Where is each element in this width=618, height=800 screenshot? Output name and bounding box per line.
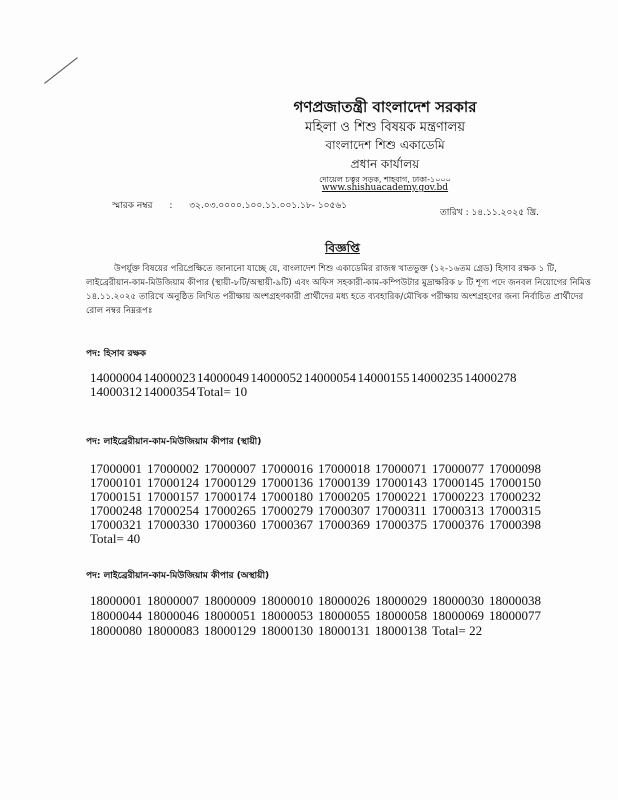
roll-number: 17000077 (432, 461, 484, 476)
total-count: Total= 10 (197, 384, 248, 399)
roll-number: 14000052 (250, 370, 303, 385)
roll-number: 18000077 (489, 608, 541, 623)
roll-number: 18000129 (204, 623, 256, 638)
roll-number: 18000051 (204, 608, 256, 623)
roll-number: 17000002 (147, 461, 199, 476)
memo-value: ৩২.০৩.০০০০.১০০.১১.০০১.১৮- ১০৫৬১ (189, 201, 348, 211)
roll-number: 18000001 (90, 593, 142, 608)
roll-number: 14000023 (143, 370, 196, 385)
roll-number: 18000055 (318, 608, 370, 623)
total-count: Total= 22 (432, 623, 483, 638)
roll-number: 17000016 (261, 461, 313, 476)
roll-number: 17000321 (90, 517, 142, 532)
roll-number: 14000278 (464, 370, 517, 385)
roll-number: 17000232 (489, 489, 541, 504)
roll-number: 17000007 (204, 461, 256, 476)
roll-number: 17000139 (318, 475, 370, 490)
address: দোয়েল চত্বর সড়ক, শাহবাগ, ঢাকা-১০০০ (319, 175, 451, 184)
roll-number: 18000058 (375, 608, 427, 623)
roll-number: 17000248 (90, 503, 142, 518)
roll-number: 18000083 (147, 623, 199, 638)
roll-number: 14000155 (357, 370, 410, 385)
roll-number: 17000145 (432, 475, 484, 490)
roll-number: 18000069 (432, 608, 484, 623)
roll-number: 17000398 (489, 517, 541, 532)
roll-number: 17000001 (90, 461, 142, 476)
roll-number: 18000007 (147, 593, 199, 608)
roll-number: 17000375 (375, 517, 427, 532)
memo-label: স্মারক নম্বর (112, 201, 153, 211)
roll-number: 14000354 (143, 384, 196, 399)
roll-list (90, 593, 546, 638)
roll-number: 17000265 (204, 503, 256, 518)
government-title: গণপ্রজাতন্ত্রী বাংলাদেশ সরকার (293, 98, 477, 116)
roll-number: 18000046 (147, 608, 199, 623)
roll-number: 17000157 (147, 489, 199, 504)
roll-number: 18000080 (90, 623, 142, 638)
roll-number: 17000151 (90, 489, 142, 504)
roll-number: 14000312 (90, 384, 142, 399)
roll-number: 17000313 (432, 503, 484, 518)
notice-title: বিজ্ঞপ্তি (325, 241, 360, 255)
roll-number: 17000150 (489, 475, 541, 490)
roll-number: 18000030 (432, 593, 484, 608)
roll-number: 17000071 (375, 461, 427, 476)
roll-number: 18000029 (375, 593, 427, 608)
memo-sep: : (169, 201, 173, 211)
roll-number: 18000026 (318, 593, 370, 608)
organization-name: বাংলাদেশ শিশু একাডেমি (325, 138, 445, 152)
roll-number: 17000205 (318, 489, 370, 504)
roll-number: 18000131 (318, 623, 370, 638)
office-name: প্রধান কার্যালয় (350, 157, 420, 171)
roll-number: 14000235 (411, 370, 463, 385)
roll-number: 17000367 (261, 517, 313, 532)
roll-number: 17000143 (375, 475, 427, 490)
roll-number: 17000311 (375, 503, 427, 518)
roll-number: 17000223 (432, 489, 484, 504)
memo-number (112, 198, 361, 213)
roll-number: 17000124 (147, 475, 199, 490)
section-label: পদ: লাইব্রেরীয়ান-কাম-মিউজিয়াম কীপার (অস্থায়ী) (86, 571, 270, 581)
roll-number: 17000098 (489, 461, 541, 476)
roll-number: 18000009 (204, 593, 256, 608)
roll-list (90, 371, 518, 399)
roll-number: 17000307 (318, 503, 370, 518)
roll-number: 17000221 (375, 489, 427, 504)
roll-number: 17000180 (261, 489, 313, 504)
roll-number: 17000101 (90, 475, 142, 490)
roll-number: 17000360 (204, 517, 256, 532)
roll-number: 17000174 (204, 489, 256, 504)
notice-body: উপর্যুক্ত বিষয়ের পরিপ্রেক্ষিতে জানানো যাচ্ছে যে, বাংলাদেশ শিশু একাডেমির রাজস্ব খাতভুক্ত (১২-১৬তম গ্রেড) হিসাব রক্ষক ১ টি, লাইব্রেরীয়ান-কাম-মিউজিয়াম কীপার (স্থায়ী-৮টি/অস্থায়ী-৯টি) এবং অফিস সহকারী-কাম-কম্পিউটার মুদ্রাক্ষরিক ৮ টি শূণ্য পদে জনবল নিয়োগের নিমিত্ত ১৪.১১.২০২৫ তারিখে অনুষ্ঠিত লিখিত পরীক্ষায় অংশগ্রহণকারী প্রার্থীদের মধ্য হতে ব্যবহারিক/মৌখিক পরীক্ষায় অংশগ্রহণের জন্য নির্বাচিত প্রার্থীদের রোল নম্বর নিম্নরূপঃ (86, 264, 591, 316)
date: তারিখ : ১৪.১১.২০২৫ খ্রি. (440, 208, 540, 218)
roll-number: 17000018 (318, 461, 370, 476)
roll-number: 17000279 (261, 503, 313, 518)
ministry-name: মহিলা ও শিশু বিষয়ক মন্ত্রণালয় (304, 120, 466, 135)
roll-number: 17000254 (147, 503, 199, 518)
roll-number: 17000330 (147, 517, 199, 532)
roll-number: 14000049 (197, 370, 249, 385)
roll-number: 17000376 (432, 517, 484, 532)
roll-number: 18000130 (261, 623, 313, 638)
roll-number: 18000010 (261, 593, 313, 608)
section-label: পদ: লাইব্রেরীয়ান-কাম-মিউজিয়াম কীপার (স্থায়ী) (86, 437, 262, 447)
roll-number: 17000136 (261, 475, 313, 490)
roll-number: 17000129 (204, 475, 256, 490)
roll-number: 18000038 (489, 593, 541, 608)
roll-number: 17000315 (489, 503, 541, 518)
roll-list (90, 462, 546, 546)
roll-number: 14000004 (90, 370, 142, 385)
total-count: Total= 40 (90, 531, 141, 546)
roll-number: 14000054 (304, 370, 356, 385)
roll-number: 18000053 (261, 608, 313, 623)
website-link[interactable]: www.shishuacademy.gov.bd (321, 183, 449, 193)
section-label: পদ: হিসাব রক্ষক (86, 349, 147, 359)
roll-number: 18000138 (375, 623, 427, 638)
roll-number: 17000369 (318, 517, 370, 532)
roll-number: 18000044 (90, 608, 142, 623)
pen-mark (44, 57, 78, 84)
